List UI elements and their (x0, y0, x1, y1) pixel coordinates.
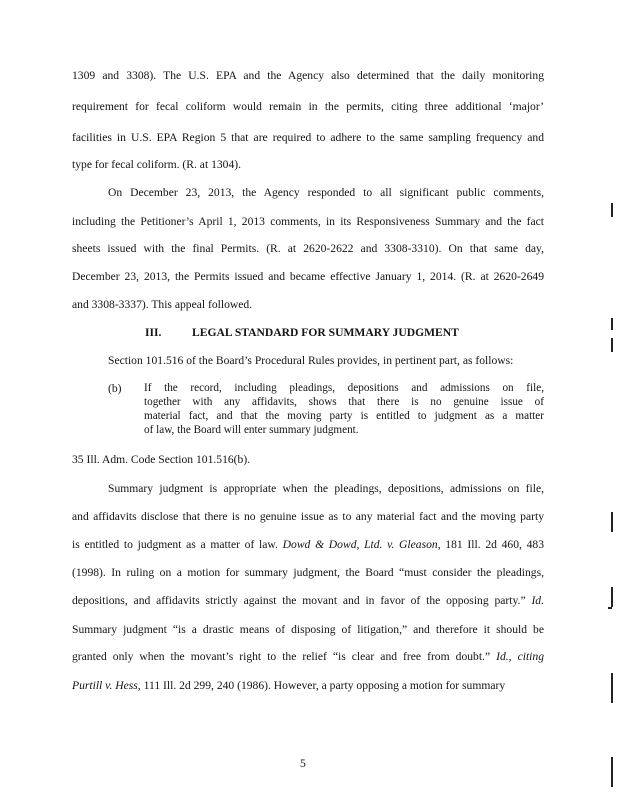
scan-mark (611, 587, 613, 607)
body-text-line: type for fecal coliform. (R. at 1304). (72, 158, 242, 171)
body-text-line: and affidavits disclose that there is no genuine issue as to any material fact and the moving party (72, 510, 544, 523)
body-text-line: (1998). In ruling on a motion for summary judgment, the Board “must consider the pleadings, (72, 566, 544, 579)
body-text-line: Summary judgment is appropriate when the pleadings, depositions, admissions on file, (108, 482, 544, 495)
scan-mark (611, 338, 613, 352)
section-number: III. (145, 326, 162, 339)
text-run: granted only when the movant’s right to the relief “is clear and free from doubt.” (72, 650, 497, 663)
text-run: is entitled to judgment as a matter of law. (72, 538, 283, 551)
body-text-line: requirement for fecal coliform would remain in the permits, citing three additional ‘major’ (72, 100, 544, 113)
page-number: 5 (300, 757, 306, 770)
citation-line: 35 Ill. Adm. Code Section 101.516(b). (72, 453, 251, 466)
body-text-line (72, 679, 544, 693)
scan-mark (611, 318, 613, 330)
case-name: Purtill v. Hess, (72, 679, 141, 692)
case-name: Id. (531, 594, 544, 607)
scan-mark (608, 607, 612, 609)
body-text-line: facilities in U.S. EPA Region 5 that are required to adhere to the same sampling frequency and (72, 131, 544, 144)
body-text-line: sheets issued with the final Permits. (R. at 2620-2622 and 3308-3310). On that same day, (72, 242, 544, 255)
scan-mark (611, 673, 613, 703)
scan-mark (611, 512, 613, 532)
body-text-line: and 3308-3337). This appeal followed. (72, 298, 253, 311)
section-heading (145, 326, 485, 339)
body-text-line (72, 594, 544, 608)
intro-line: Section 101.516 of the Board’s Procedural Rules provides, in pertinent part, as follows: (108, 354, 514, 367)
text-run: depositions, and affidavits strictly against the movant and in favor of the opposing party.” (72, 594, 532, 607)
scan-mark (611, 203, 613, 217)
body-text-line: 1309 and 3308). The U.S. EPA and the Agency also determined that the daily monitoring (72, 69, 544, 82)
text-run: 111 Ill. 2d 299, 240 (1986). However, a party opposing a motion for summary (143, 679, 506, 692)
quote-line: If the record, including pleadings, depositions and admissions on file, (144, 382, 544, 394)
case-name: Id., citing (496, 650, 545, 663)
scan-mark (611, 757, 613, 787)
body-text-line: December 23, 2013, the Permits issued and became effective January 1, 2014. (R. at 2620-2649 (72, 270, 544, 283)
quote-line: together with any affidavits, shows that there is no genuine issue of (144, 396, 544, 408)
quote-label: (b) (108, 382, 122, 395)
section-title: LEGAL STANDARD FOR SUMMARY JUDGMENT (192, 326, 459, 339)
quote-line: of law, the Board will enter summary judgment. (144, 424, 359, 436)
case-name: Dowd & Dowd, Ltd. v. Gleason (282, 538, 438, 551)
body-text-line (72, 538, 544, 552)
body-text-line: Summary judgment “is a drastic means of disposing of litigation,” and therefore it should be (72, 623, 544, 636)
quote-line: material fact, and that the moving party is entitled to judgment as a matter (144, 410, 544, 422)
text-run: , 181 Ill. 2d 460, 483 (437, 538, 545, 551)
body-text-line (72, 650, 544, 664)
body-text-line: including the Petitioner’s April 1, 2013 comments, in its Responsiveness Summary and the fact (72, 215, 544, 228)
body-text-line: On December 23, 2013, the Agency responded to all significant public comments, (108, 186, 544, 199)
